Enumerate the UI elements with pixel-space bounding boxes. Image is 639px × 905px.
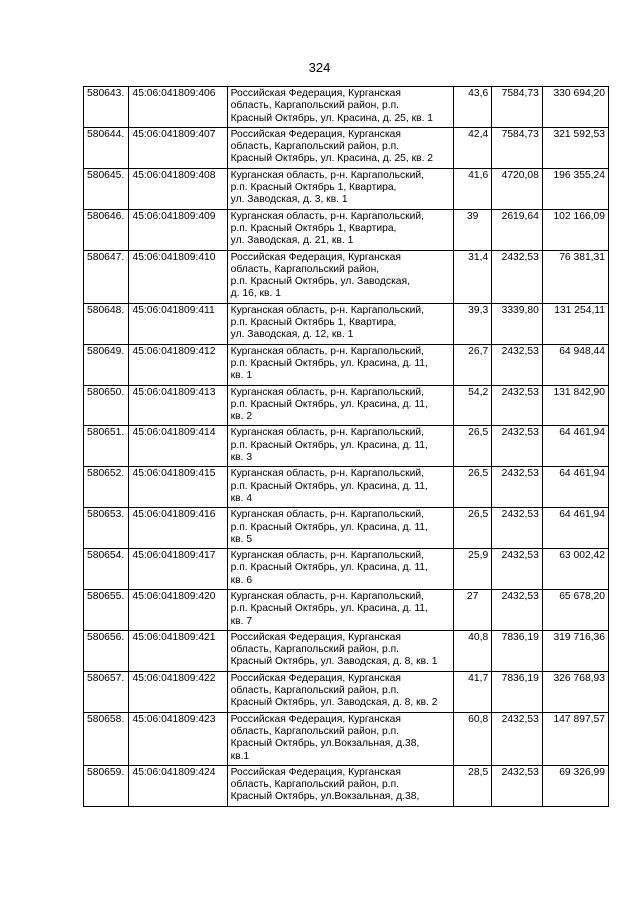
area-cell: 27 (453, 589, 491, 630)
address-line: р.п. Красный Октябрь 1, Квартира, (230, 222, 397, 234)
cadastral-cost-cell: 64 461,94 (542, 467, 608, 508)
row-number-cell: 580648. (84, 303, 129, 344)
address-line: р.п. Красный Октябрь, ул. Заводская, (230, 276, 410, 288)
address-cell (227, 209, 453, 250)
page-number: 324 (308, 60, 331, 75)
address-line: р.п. Красный Октябрь, ул. Красина, д. 11, (230, 398, 428, 410)
address-line: р.п. Красный Октябрь, ул. Красина, д. 11, (230, 439, 428, 451)
address-line: кв.1 (230, 750, 250, 762)
address-line: Российская Федерация, Курганская (230, 128, 401, 140)
address-cell (227, 426, 453, 467)
cadastral-cost-cell: 76 381,31 (542, 250, 608, 303)
address-line: Красный Октябрь, ул.Вокзальная, д.38, (230, 791, 420, 803)
address-line: Красный Октябрь, ул. Красина, д. 25, кв. 1 (230, 112, 434, 124)
row-number-cell: 580652. (84, 467, 129, 508)
address-line: Курганская область, р-н. Каргапольский, (230, 427, 424, 439)
unit-price-cell: 2432,53 (492, 385, 543, 426)
unit-price-cell: 2432,53 (492, 508, 543, 549)
unit-price-cell: 4720,08 (492, 168, 543, 209)
table-row (84, 765, 609, 806)
address-line: область, Каргапольский район, р.п. (230, 141, 400, 153)
address-cell (227, 250, 453, 303)
address-cell (227, 630, 453, 671)
address-line: Красный Октябрь, ул.Вокзальная, д.38, (230, 738, 420, 750)
cadastral-cost-cell: 64 948,44 (542, 344, 608, 385)
address-line: Курганская область, р-н. Каргапольский, (230, 550, 424, 562)
area-cell: 43,6 (453, 87, 491, 128)
address-cell (227, 671, 453, 712)
area-cell: 54,2 (453, 385, 491, 426)
row-number-cell: 580645. (84, 168, 129, 209)
cadastral-cost-cell: 131 254,11 (542, 303, 608, 344)
cadastral-number-cell: 45:06:041809:424 (129, 765, 227, 806)
table-body (84, 87, 609, 807)
address-line: Курганская область, р-н. Каргапольский, (230, 345, 424, 357)
address-line: Российская Федерация, Курганская (230, 88, 401, 99)
area-cell: 42,4 (453, 127, 491, 168)
address-line: Российская Федерация, Курганская (230, 631, 401, 643)
address-line: Российская Федерация, Курганская (230, 713, 401, 725)
row-number-cell: 580649. (84, 344, 129, 385)
unit-price-cell: 7836,19 (492, 630, 543, 671)
address-line: область, Каргапольский район, (230, 263, 380, 275)
address-line: область, Каргапольский район, р.п. (230, 644, 400, 656)
address-line: р.п. Красный Октябрь, ул. Красина, д. 11, (230, 603, 428, 615)
table-row (84, 127, 609, 168)
address-line: д. 16, кв. 1 (230, 288, 281, 300)
area-cell: 39 (453, 209, 491, 250)
address-line: кв. 3 (230, 452, 253, 464)
table-row (84, 508, 609, 549)
address-line: Красный Октябрь, ул. Заводская, д. 8, кв. 1 (230, 656, 438, 668)
unit-price-cell: 2432,53 (492, 426, 543, 467)
address-line: р.п. Красный Октябрь, ул. Красина, д. 11, (230, 562, 428, 574)
cadastral-cost-cell: 326 768,93 (542, 671, 608, 712)
table-row (84, 303, 609, 344)
address-cell (227, 344, 453, 385)
address-line: Курганская область, р-н. Каргапольский, (230, 468, 424, 480)
cadastral-cost-cell: 64 461,94 (542, 508, 608, 549)
cadastral-number-cell: 45:06:041809:423 (129, 712, 227, 765)
row-number-cell: 580657. (84, 671, 129, 712)
address-line: область, Каргапольский район, р.п. (230, 725, 400, 737)
table-row (84, 630, 609, 671)
cadastral-cost-cell: 147 897,57 (542, 712, 608, 765)
area-cell: 31,4 (453, 250, 491, 303)
table-row (84, 549, 609, 590)
row-number-cell: 580658. (84, 712, 129, 765)
area-cell: 28,5 (453, 765, 491, 806)
address-line: кв. 1 (230, 370, 253, 382)
table-row (84, 168, 609, 209)
unit-price-cell: 3339,80 (492, 303, 543, 344)
area-cell: 26,7 (453, 344, 491, 385)
property-registry-table (83, 86, 609, 807)
area-cell: 26,5 (453, 426, 491, 467)
address-cell (227, 589, 453, 630)
area-cell: 40,8 (453, 630, 491, 671)
address-cell (227, 712, 453, 765)
address-cell (227, 765, 453, 806)
address-line: р.п. Красный Октябрь, ул. Красина, д. 11, (230, 480, 428, 492)
table-row (84, 250, 609, 303)
table-row (84, 712, 609, 765)
address-line: Красный Октябрь, ул. Заводская, д. 8, кв. 2 (230, 697, 438, 709)
area-cell: 41,6 (453, 168, 491, 209)
address-line: кв. 5 (230, 533, 253, 545)
address-cell (227, 303, 453, 344)
row-number-cell: 580656. (84, 630, 129, 671)
cadastral-cost-cell: 131 842,90 (542, 385, 608, 426)
row-number-cell: 580653. (84, 508, 129, 549)
address-cell (227, 385, 453, 426)
unit-price-cell: 2432,53 (492, 467, 543, 508)
address-line: Российская Федерация, Курганская (230, 251, 401, 263)
row-number-cell: 580654. (84, 549, 129, 590)
table-row (84, 209, 609, 250)
address-line: кв. 7 (230, 615, 253, 627)
cadastral-cost-cell: 330 694,20 (542, 87, 608, 128)
cadastral-cost-cell: 69 326,99 (542, 765, 608, 806)
address-cell (227, 127, 453, 168)
cadastral-number-cell: 45:06:041809:407 (129, 127, 227, 168)
cadastral-number-cell: 45:06:041809:406 (129, 87, 227, 128)
cadastral-cost-cell: 196 355,24 (542, 168, 608, 209)
cadastral-cost-cell: 63 002,42 (542, 549, 608, 590)
row-number-cell: 580643. (84, 87, 129, 128)
cadastral-number-cell: 45:06:041809:414 (129, 426, 227, 467)
area-cell: 41,7 (453, 671, 491, 712)
cadastral-number-cell: 45:06:041809:421 (129, 630, 227, 671)
table-row (84, 385, 609, 426)
address-line: область, Каргапольский район, р.п. (230, 685, 400, 697)
cadastral-number-cell: 45:06:041809:417 (129, 549, 227, 590)
area-cell: 26,5 (453, 467, 491, 508)
cadastral-cost-cell: 319 716,36 (542, 630, 608, 671)
cadastral-number-cell: 45:06:041809:413 (129, 385, 227, 426)
cadastral-cost-cell: 321 592,53 (542, 127, 608, 168)
address-line: Курганская область, р-н. Каргапольский, (230, 304, 424, 316)
address-line: р.п. Красный Октябрь 1, Квартира, (230, 317, 397, 329)
cadastral-number-cell: 45:06:041809:416 (129, 508, 227, 549)
cadastral-cost-cell: 102 166,09 (542, 209, 608, 250)
address-line: кв. 4 (230, 492, 253, 504)
cadastral-cost-cell: 64 461,94 (542, 426, 608, 467)
cadastral-number-cell: 45:06:041809:412 (129, 344, 227, 385)
cadastral-number-cell: 45:06:041809:415 (129, 467, 227, 508)
row-number-cell: 580644. (84, 127, 129, 168)
address-line: кв. 2 (230, 411, 253, 423)
address-line: ул. Заводская, д. 21, кв. 1 (230, 235, 354, 247)
unit-price-cell: 2432,53 (492, 765, 543, 806)
unit-price-cell: 7584,73 (492, 87, 543, 128)
address-cell (227, 87, 453, 128)
address-line: Курганская область, р-н. Каргапольский, (230, 169, 424, 181)
table-row (84, 87, 609, 128)
unit-price-cell: 7584,73 (492, 127, 543, 168)
address-cell (227, 549, 453, 590)
unit-price-cell: 2432,53 (492, 589, 543, 630)
table-row (84, 467, 609, 508)
address-line: Курганская область, р-н. Каргапольский, (230, 210, 424, 222)
address-line: Российская Федерация, Курганская (230, 672, 401, 684)
row-number-cell: 580651. (84, 426, 129, 467)
address-line: Российская Федерация, Курганская (230, 766, 401, 778)
address-line: Курганская область, р-н. Каргапольский, (230, 509, 424, 521)
row-number-cell: 580650. (84, 385, 129, 426)
cadastral-cost-cell: 65 678,20 (542, 589, 608, 630)
address-cell (227, 508, 453, 549)
address-line: ул. Заводская, д. 3, кв. 1 (230, 194, 348, 206)
area-cell: 25,9 (453, 549, 491, 590)
unit-price-cell: 2432,53 (492, 549, 543, 590)
row-number-cell: 580659. (84, 765, 129, 806)
cadastral-number-cell: 45:06:041809:420 (129, 589, 227, 630)
unit-price-cell: 2432,53 (492, 344, 543, 385)
cadastral-number-cell: 45:06:041809:408 (129, 168, 227, 209)
area-cell: 39,3 (453, 303, 491, 344)
address-line: кв. 6 (230, 574, 253, 586)
address-cell (227, 168, 453, 209)
address-line: р.п. Красный Октябрь, ул. Красина, д. 11, (230, 357, 428, 369)
unit-price-cell: 2432,53 (492, 250, 543, 303)
cadastral-number-cell: 45:06:041809:422 (129, 671, 227, 712)
address-cell (227, 467, 453, 508)
address-line: Красный Октябрь, ул. Красина, д. 25, кв. 2 (230, 153, 434, 165)
row-number-cell: 580655. (84, 589, 129, 630)
table-row (84, 671, 609, 712)
address-line: область, Каргапольский район, р.п. (230, 779, 400, 791)
cadastral-number-cell: 45:06:041809:409 (129, 209, 227, 250)
table-row (84, 344, 609, 385)
cadastral-number-cell: 45:06:041809:411 (129, 303, 227, 344)
table-row (84, 589, 609, 630)
unit-price-cell: 2432,53 (492, 712, 543, 765)
table-row (84, 426, 609, 467)
address-line: ул. Заводская, д. 12, кв. 1 (230, 329, 354, 341)
unit-price-cell: 2619,64 (492, 209, 543, 250)
row-number-cell: 580646. (84, 209, 129, 250)
area-cell: 26,5 (453, 508, 491, 549)
cadastral-number-cell: 45:06:041809:410 (129, 250, 227, 303)
address-line: Курганская область, р-н. Каргапольский, (230, 386, 424, 398)
address-line: область, Каргапольский район, р.п. (230, 100, 400, 112)
area-cell: 60,8 (453, 712, 491, 765)
address-line: р.п. Красный Октябрь 1, Квартира, (230, 182, 397, 194)
row-number-cell: 580647. (84, 250, 129, 303)
address-line: Курганская область, р-н. Каргапольский, (230, 590, 424, 602)
address-line: р.п. Красный Октябрь, ул. Красина, д. 11, (230, 521, 428, 533)
unit-price-cell: 7836,19 (492, 671, 543, 712)
